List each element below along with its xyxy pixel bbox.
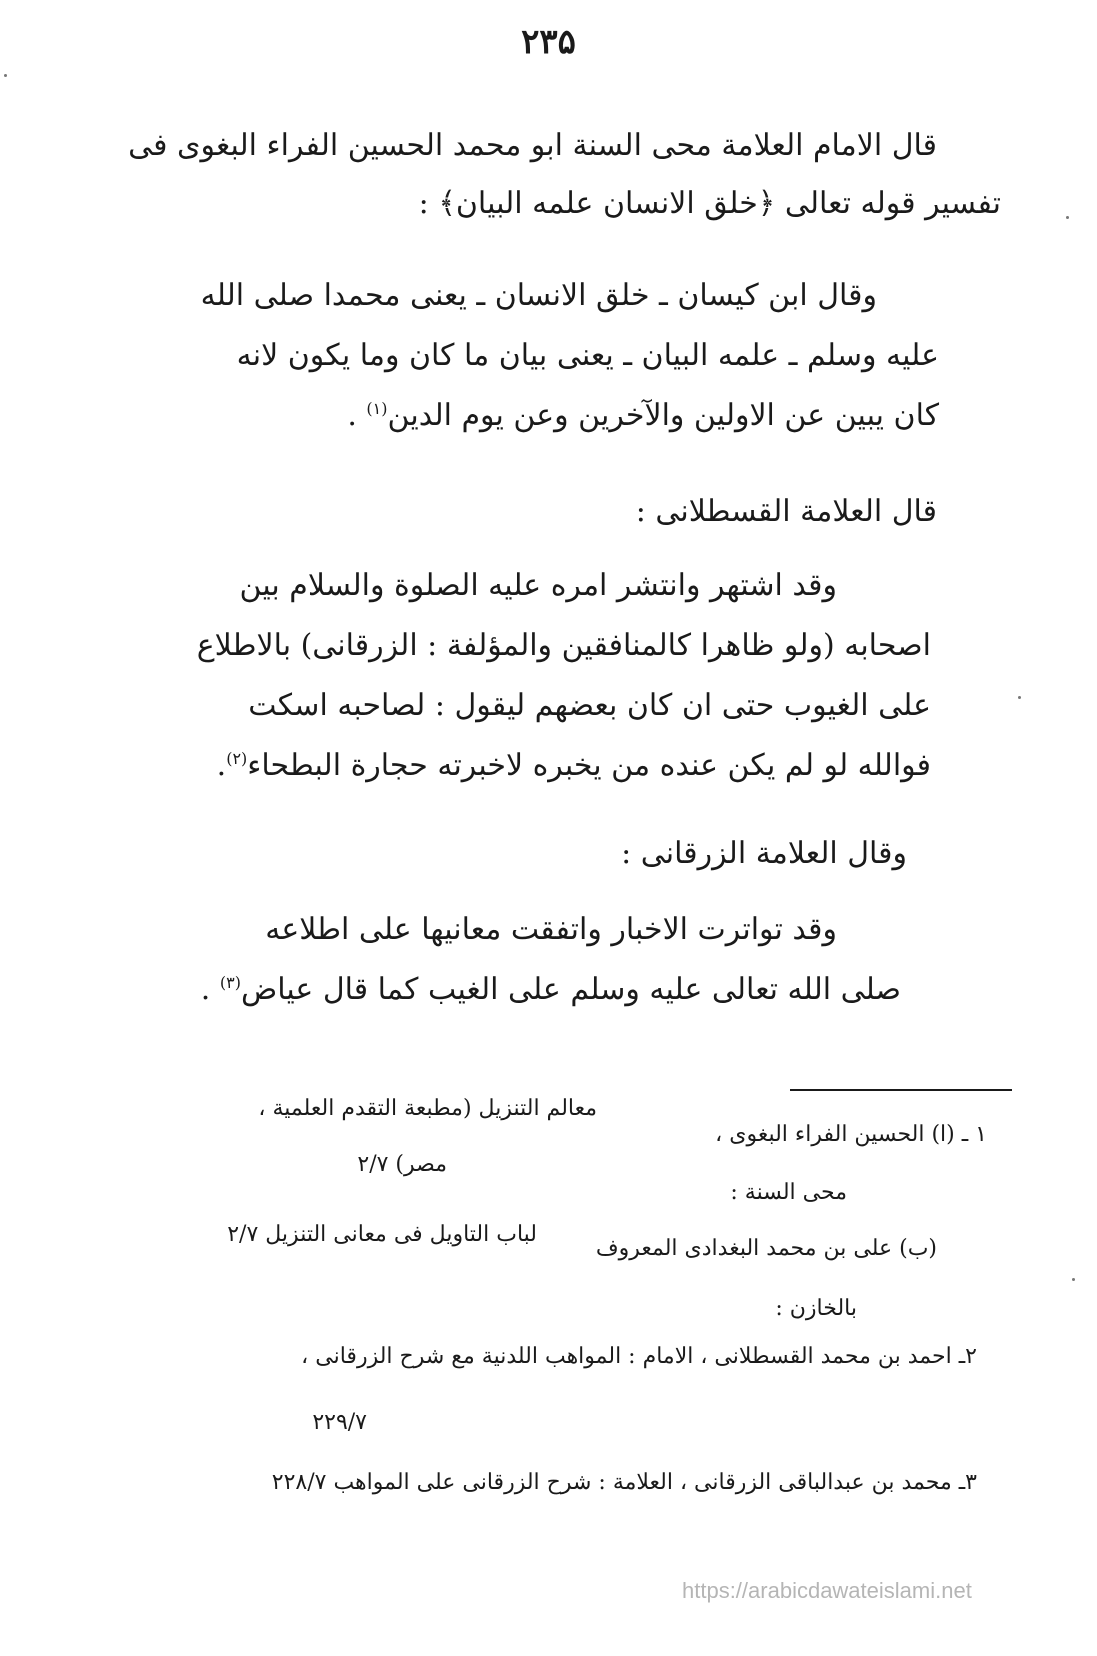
footnote-1b-author: (ب) على بن محمد البغدادى المعروف [595, 1236, 937, 1261]
footnote-divider [790, 1089, 1012, 1091]
footnote-3: ۳ـ محمد بن عبدالباقى الزرقانى ، العلامة : شرح الزرقانى على المواهب ۲۲۸/۷ [271, 1470, 977, 1495]
intro-line-1: قال الامام العلامة محى السنة ابو محمد الحسين الفراء البغوى فى [128, 128, 937, 163]
quote3-line-2 [201, 972, 901, 1008]
footnote-1a-label: محى السنة : [730, 1180, 847, 1205]
quote3-line-2-end: . [200, 972, 220, 1007]
quote1-line-3-end: . [347, 398, 367, 433]
quote2-line-4-end: . [216, 748, 227, 783]
quote1-line-3 [347, 398, 939, 434]
quote1-line-2: عليه وسلم ـ علمه البيان ـ يعنى بيان ما كان وما يكون لانه [236, 338, 939, 373]
quote2-line-3: على الغيوب حتى ان كان بعضهم ليقول : لصاحبه اسكت [248, 688, 931, 723]
quote1-line-3-text: كان يبين عن الاولين والآخرين وعن يوم الدين [387, 398, 939, 433]
scan-speck [1072, 1278, 1075, 1281]
footnote-1a-title: معالم التنزيل (مطبعة التقدم العلمية ، [258, 1096, 597, 1121]
watermark-url: https://arabicdawateislami.net [682, 1578, 972, 1603]
quote2-line-4 [217, 748, 931, 784]
intro-line-2: تفسير قوله تعالى ﴿خلق الانسان علمه البيان﴾ : [418, 186, 1001, 221]
footnote-ref-2: (٢) [226, 749, 248, 768]
heading-zurqani: وقال العلامة الزرقانى : [621, 836, 907, 871]
footnote-1b-label: بالخازن : [775, 1296, 857, 1321]
quote1-line-1: وقال ابن كيسان ـ خلق الانسان ـ يعنى محمدا صلى الله [200, 278, 877, 313]
footnote-ref-1: (١) [366, 399, 388, 418]
scan-speck [4, 74, 7, 77]
quote3-line-1: وقد تواترت الاخبار واتفقت معانيها على اطلاعه [265, 912, 837, 947]
footnote-1b-title: لباب التاويل فى معانى التنزيل ۲/۷ [227, 1222, 537, 1247]
scan-speck [1018, 696, 1021, 699]
heading-qastalani: قال العلامة القسطلانى : [635, 494, 937, 529]
page-number: ۲۳۵ [521, 22, 576, 62]
quote3-line-2-text: صلى الله تعالى عليه وسلم على الغيب كما قال عياض [240, 972, 901, 1007]
footnote-1a-place: مصر) ۲/۷ [357, 1152, 447, 1177]
scan-speck [1066, 216, 1069, 219]
quote2-line-2: اصحابه (ولو ظاهرا كالمنافقين والمؤلفة : الزرقانى) بالاطلاع [196, 628, 931, 663]
footnote-1a-author: ١ ـ (ا) الحسين الفراء البغوى ، [715, 1122, 987, 1147]
footnote-ref-3: (٣) [219, 973, 241, 992]
quote2-line-1: وقد اشتهر وانتشر امره عليه الصلوة والسلام بين [239, 568, 837, 603]
footnote-2-page: ۲۲۹/۷ [312, 1410, 367, 1435]
footnote-2: ۲ـ احمد بن محمد القسطلانى ، الامام : المواهب اللدنية مع شرح الزرقانى ، [301, 1344, 977, 1369]
quote2-line-4-text: فوالله لو لم يكن عنده من يخبره لاخبرته حجارة البطحاء [247, 748, 931, 783]
